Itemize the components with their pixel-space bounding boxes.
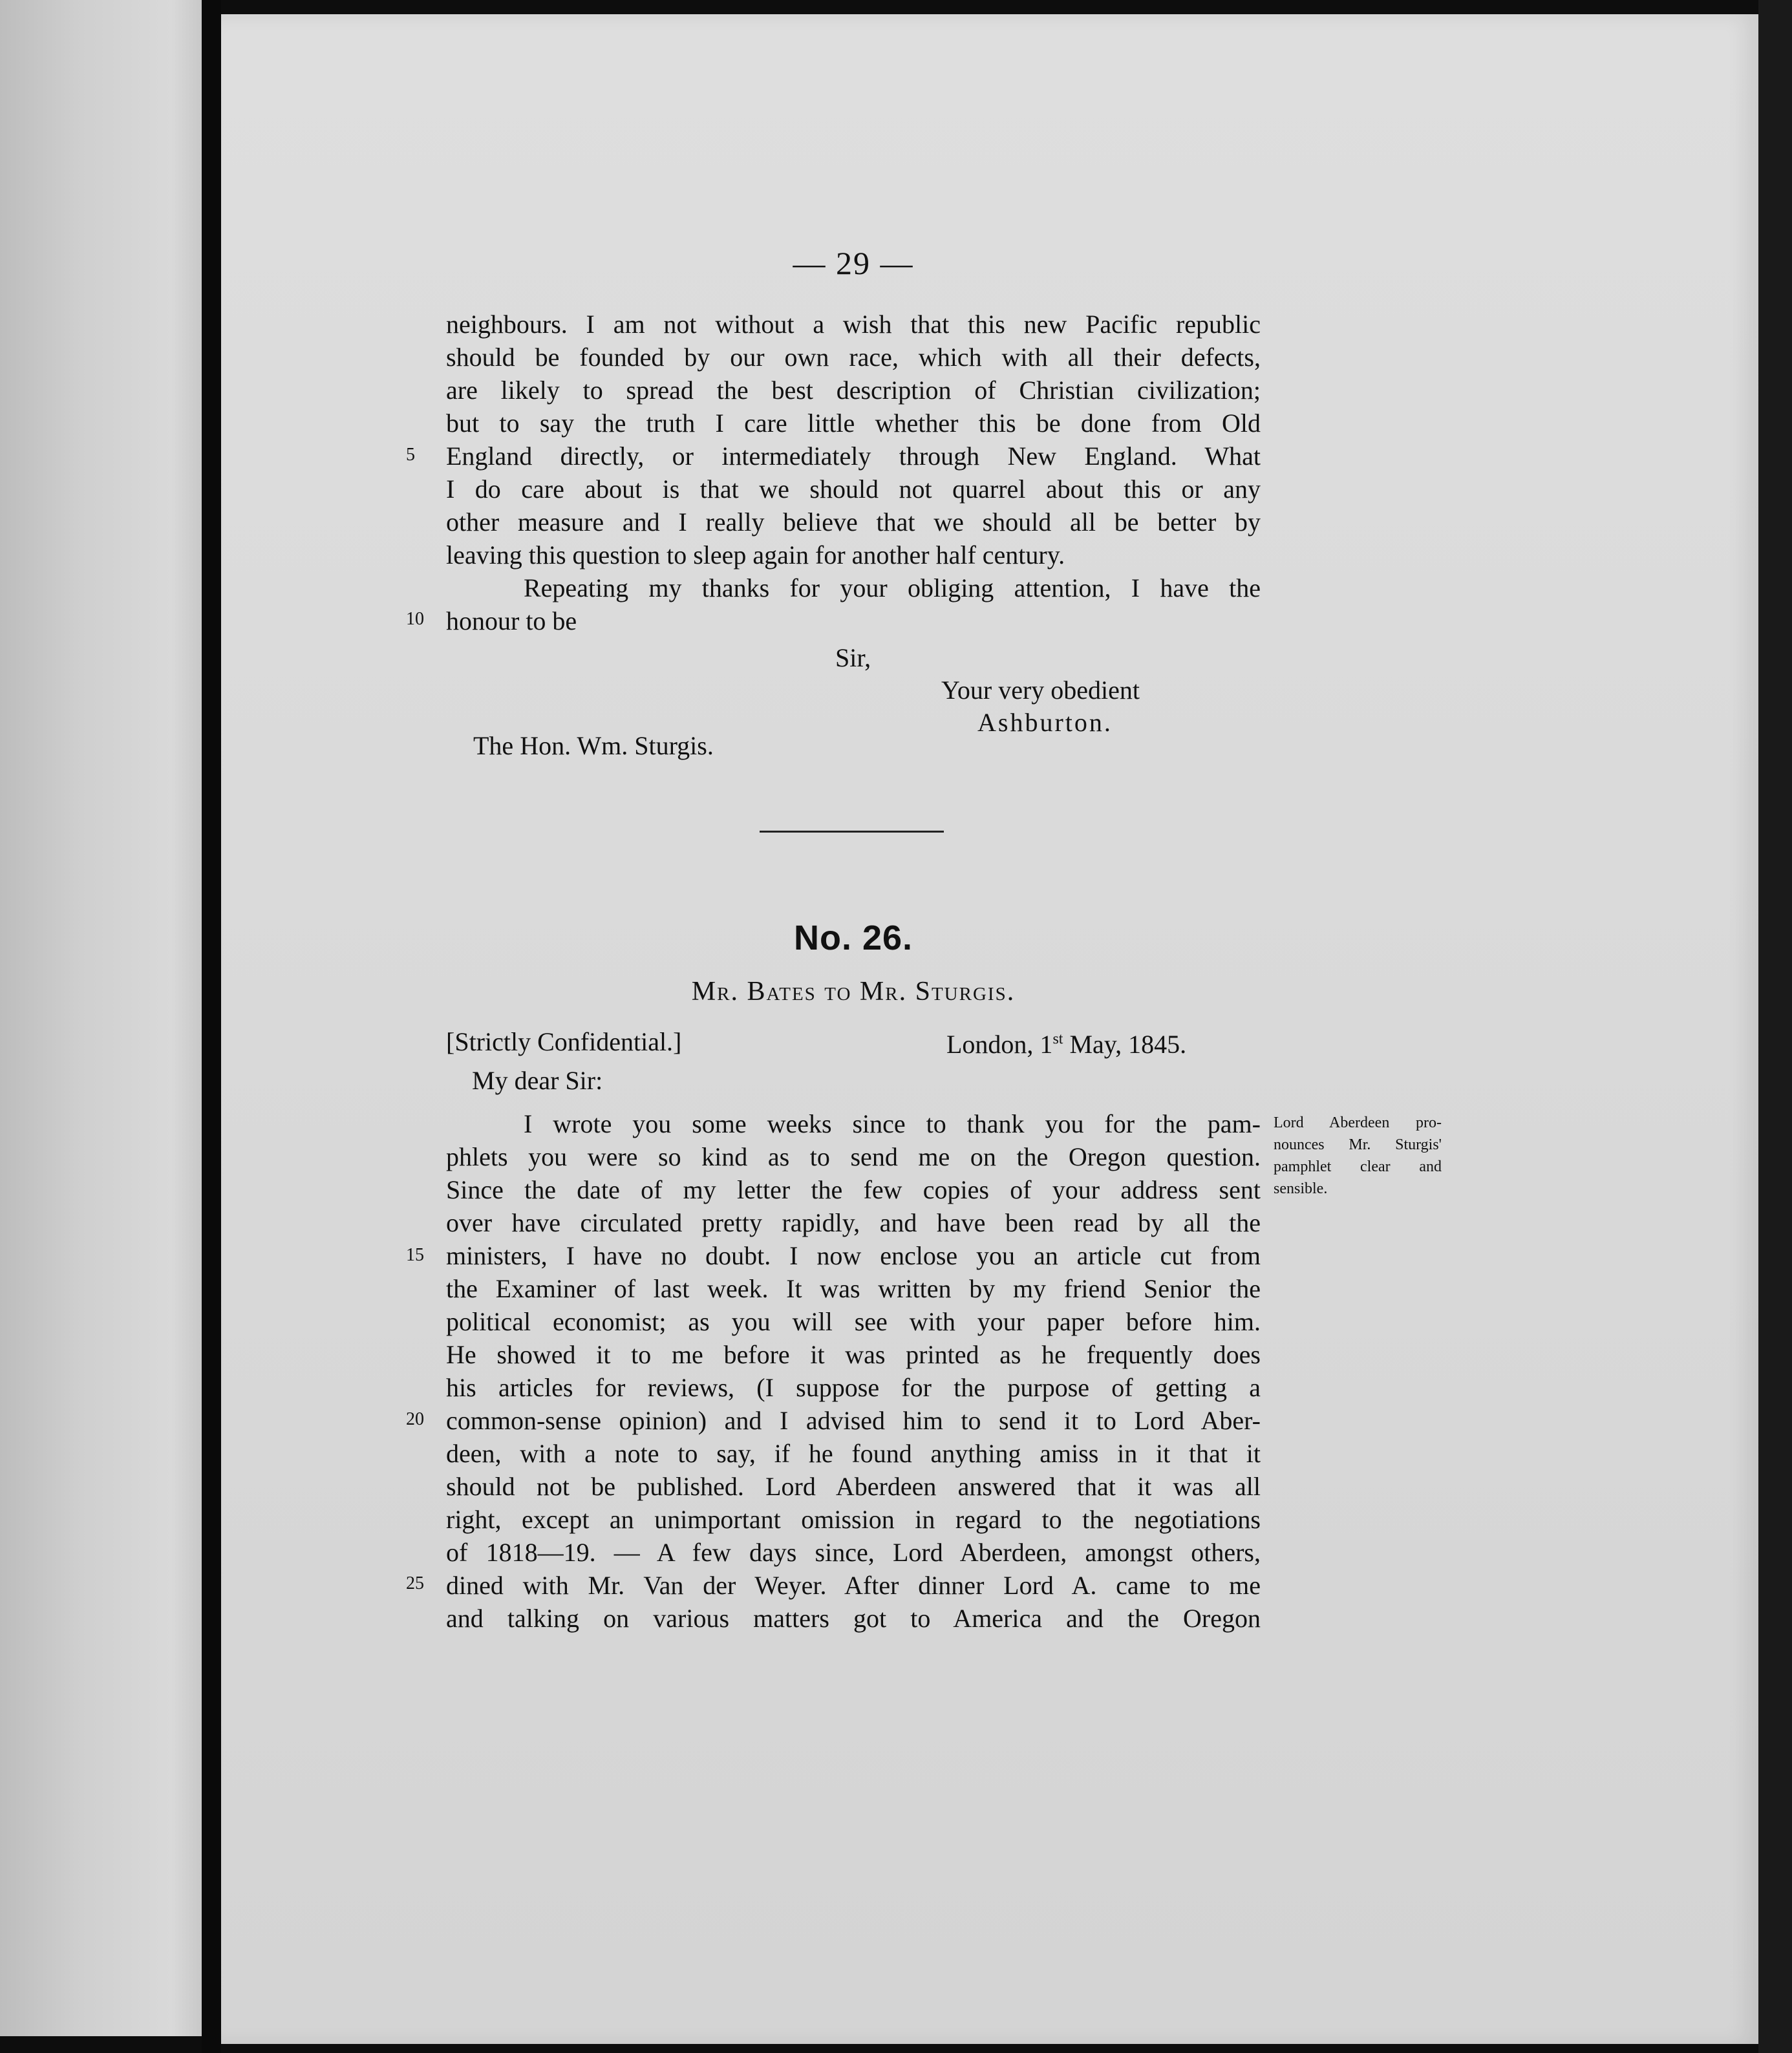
text-line: phlets you were so kind as to send me on the Oregon question.: [446, 1142, 1261, 1171]
text-line: other measure and I really believe that we should all be better by: [446, 507, 1261, 537]
text-line: political economist; as you will see with your paper before him.: [446, 1307, 1261, 1336]
line-number: 5: [406, 445, 415, 465]
text-line: the Examiner of last week. It was written by my friend Senior the: [446, 1274, 1261, 1303]
greeting: My dear Sir:: [472, 1066, 603, 1095]
text-line: should not be published. Lord Aberdeen answered that it was all: [446, 1472, 1261, 1501]
text-line: should be founded by our own race, which with all their defects,: [446, 343, 1261, 372]
facing-page-edge: [0, 0, 202, 2036]
margin-note-line: Lord Aberdeen pro-: [1274, 1114, 1442, 1131]
page-number: — 29 —: [793, 245, 914, 281]
text-line: over have circulated pretty rapidly, and have been read by all the: [446, 1208, 1261, 1237]
classification-note: [Strictly Confidential.]: [446, 1027, 682, 1056]
letter-heading: Mr. Bates to Mr. Sturgis.: [691, 977, 1016, 1006]
text-line: honour to be: [446, 606, 577, 635]
place-date: London, 1st May, 1845.: [946, 1030, 1187, 1059]
text-line: and talking on various matters got to America and the Oregon: [446, 1604, 1261, 1633]
text-line: of 1818—19. — A few days since, Lord Aberdeen, amongst others,: [446, 1538, 1261, 1567]
salutation: Sir,: [835, 643, 871, 672]
book-gutter: [202, 0, 221, 2053]
text-line: Since the date of my letter the few copies of your address sent: [446, 1175, 1261, 1204]
text-line: deen, with a note to say, if he found anything amiss in it that it: [446, 1439, 1261, 1468]
line-number: 20: [406, 1409, 424, 1429]
scan-border: [1758, 0, 1792, 2053]
addressee: The Hon. Wm. Sturgis.: [473, 731, 714, 760]
text-line: but to say the truth I care little whether this be done from Old: [446, 409, 1261, 438]
text-line: leaving this question to sleep again for another half century.: [446, 540, 1065, 569]
text-line: He showed it to me before it was printed as he frequently does: [446, 1340, 1261, 1369]
margin-note-line: nounces Mr. Sturgis': [1274, 1136, 1442, 1153]
text-line: I wrote you some weeks since to thank you for the pam-: [524, 1109, 1261, 1138]
valediction: Your very obedient: [941, 675, 1140, 705]
line-number: 10: [406, 609, 424, 629]
text-line: ministers, I have no doubt. I now enclose you an article cut from: [446, 1241, 1261, 1270]
letter-body: [446, 1107, 1261, 1635]
margin-note: [1274, 1112, 1442, 1200]
line-number: 15: [406, 1245, 424, 1265]
margin-note-line: sensible.: [1274, 1180, 1328, 1197]
continuation-text: [446, 308, 1261, 637]
document-number: No. 26.: [793, 919, 913, 957]
text-line: England directly, or intermediately through New England. What: [446, 441, 1261, 471]
text-line: his articles for reviews, (I suppose for the purpose of getting a: [446, 1373, 1261, 1402]
text-line: dined with Mr. Van der Weyer. After dinner Lord A. came to me: [446, 1571, 1261, 1600]
text-line: right, except an unimportant omission in regard to the negotiations: [446, 1505, 1261, 1534]
line-number: 25: [406, 1573, 424, 1593]
text-line: neighbours. I am not without a wish that this new Pacific republic: [446, 310, 1261, 339]
text-line: are likely to spread the best description of Christian civilization;: [446, 376, 1261, 405]
text-line: I do care about is that we should not quarrel about this or any: [446, 474, 1261, 504]
signature: Ashburton.: [977, 708, 1113, 737]
margin-note-line: pamphlet clear and: [1274, 1158, 1442, 1175]
text-line: common-sense opinion) and I advised him to send it to Lord Aber-: [446, 1406, 1261, 1435]
text-line: Repeating my thanks for your obliging attention, I have the: [524, 573, 1261, 602]
section-divider: [760, 831, 944, 833]
